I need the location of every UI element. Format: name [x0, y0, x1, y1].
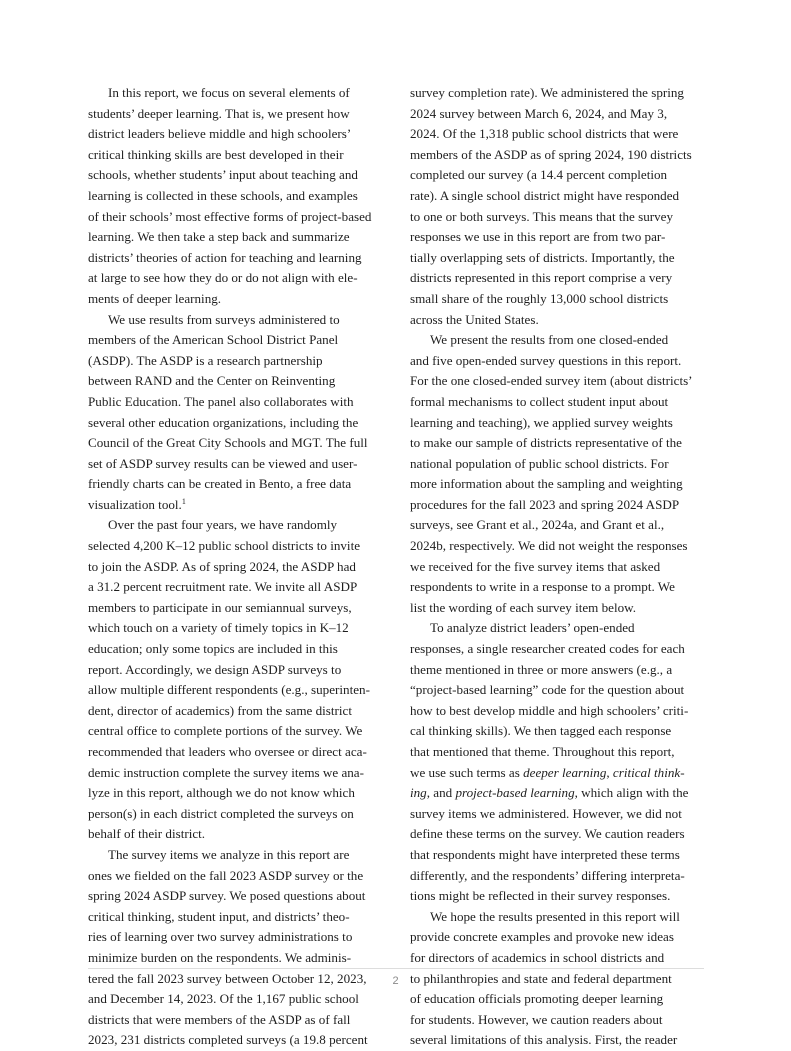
term-critical-thinking: critical think- ing [410, 764, 685, 801]
paragraph-asdp-surveys [88, 310, 383, 516]
analysis-text-a: To analyze district leaders’ open-ended responses, a single researcher created codes for each theme mentioned in three or more answers (e.g., a “project-based learning” code for the question about how to best develop middle and high schoolers’ criti- cal thinking skills). We then tagged each response that mentioned that theme. Throughout this report, we use such terms as [410, 620, 689, 780]
page-number: 2 [392, 975, 399, 987]
paragraph-limitations: We hope the results presented in this report will provide concrete examples and provoke new ideas for directors of academics in school districts and to philanthropies and state and federal department of education officials promoting deeper learning for students. However, we caution readers about several limitations of this analysis. First, the reader [410, 908, 680, 1048]
footer-divider [88, 968, 704, 969]
term-project-based-learning: project-based learning [455, 785, 575, 801]
paragraph-open-ended-analysis [410, 618, 705, 906]
analysis-text-c: , and [426, 785, 456, 801]
term-deeper-learning: deeper learning [523, 764, 607, 780]
paragraph-deeper-learning-focus: In this report, we focus on several elements of students’ deeper learning. That is, we present how district leaders believe middle and high schoolers’ critical thinking skills are best developed in their schools, whether students’ input about teaching and learning is collected in these schools, and examples of their schools’ most effective forms of project-based learning. We then take a step back and summarize districts’ theories of action for teaching and learning at large to see how they do or do not align with ele- ments of deeper learning. [88, 85, 372, 306]
paragraph-survey-items: The survey items we analyze in this report are ones we fielded on the fall 2023 ASDP survey or the spring 2024 ASDP survey. We posed questions about critical thinking, student input, and districts’ theo- ries of learning over two survey administrations to minimize burden on the respondents. We adminis- tered the fall 2023 survey between October 12, 2023, and December 14, 2023. Of the 1,167 public school districts that were members of the ASDP as of fall 2023, 231 districts completed surveys (a 19.8 percent [88, 846, 368, 1048]
left-column [88, 83, 383, 1051]
analysis-text-b: , [606, 764, 613, 780]
paragraph-recruitment: Over the past four years, we have randomly selected 4,200 K–12 public school districts to invite to join the ASDP. As of spring 2024, the ASDP had a 31.2 percent recruitment rate. We invite all ASDP members to participate in our semiannual surveys, which touch on a variety of timely topics in K–12 education; only some topics are included in this report. Accordingly, we design ASDP surveys to allow multiple different respondents (e.g., superinten- dent, director of academics) from the same district central office to complete portions of the survey. We recommended that leaders who oversee or direct aca- demic instruction complete the survey items we ana- lyze in this report, although we do not know which person(s) in each district completed the surveys on behalf of their district. [88, 517, 370, 842]
paragraph-survey-questions: We present the results from one closed-ended and five open-ended survey questions in this report. For the one closed-ended survey item (about districts’ formal mechanisms to collect student input about learning and teaching), we applied survey weights to make our sample of districts representative of the national population of public school districts. For more information about the sampling and weighting procedures for the fall 2023 and spring 2024 ASDP surveys, see Grant et al., 2024a, and Grant et al., 2024b, respectively. We did not weight the responses we received for the five survey items that asked respondents to write in a response to a prompt. We list the wording of each survey item below. [410, 332, 693, 615]
paragraph-asdp-surveys-text: We use results from surveys administered to members of the American School District Panel (ASDP). The ASDP is a research partnership between RAND and the Center on Reinventing Public Education. The panel also collaborates with several other education organizations, including the Council of the Great City Schools and MGT. The full set of ASDP survey results can be viewed and user- friendly charts can be created in Bento, a free data visualization tool. [88, 311, 368, 512]
paragraph-completion-rate: survey completion rate). We administered the spring 2024 survey between March 6, 2024, and May 3, 2024. Of the 1,318 public school districts that were members of the ASDP as of spring 2024, 190 districts completed our survey (a 14.4 percent completion rate). A single school district might have responded to one or both surveys. This means that the survey responses we use in this report are from two par- tially overlapping sets of districts. Importantly, the districts represented in this report comprise a very small share of the roughly 13,000 school districts across the United States. [410, 85, 692, 327]
analysis-text-d: , which align with the survey items we administered. However, we did not define these terms on the survey. We caution readers that respondents might have interpreted these terms differently, and the respondents’ differing interpreta- tions might be reflected in their survey responses. [410, 785, 689, 904]
right-column [410, 83, 705, 1051]
footnote-marker[interactable]: 1 [181, 496, 186, 506]
